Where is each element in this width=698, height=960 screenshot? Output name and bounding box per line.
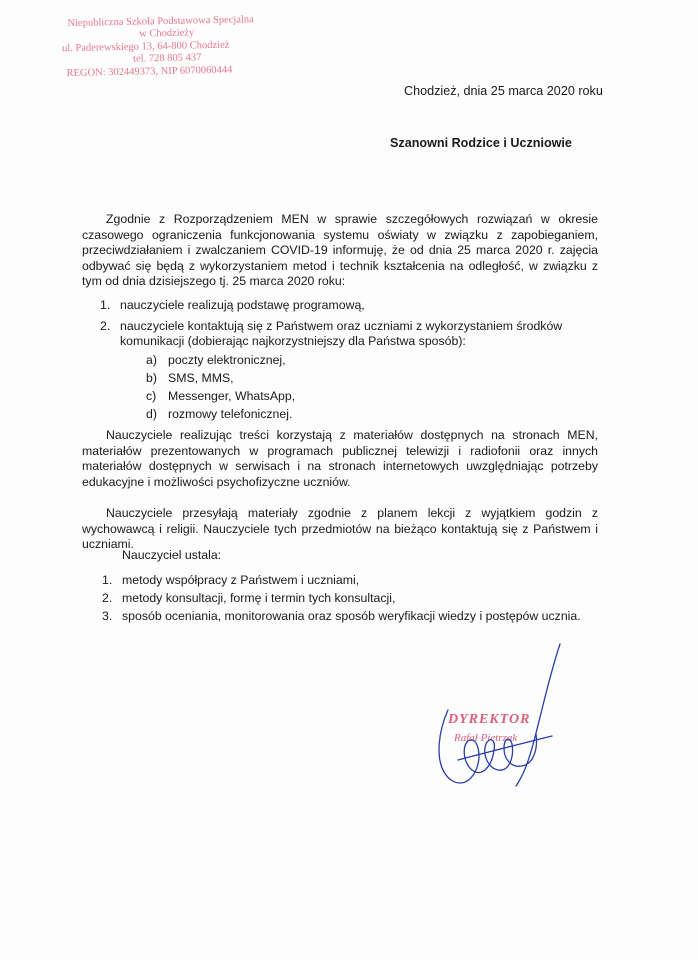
director-title: DYREKTOR <box>448 712 531 727</box>
list-item <box>146 406 600 424</box>
paragraph-materials: Nauczyciele realizując treści korzystają z materiałów dostępnych na stronach MEN, materiałów prezentowanych w programach publicznej telewizji i radiofonii oraz innych materiałów dostępnych w serwisach i na stronach internetowych uwzględniając potrzeby edukacyjne i możliwości psychofizyczne uczniów. <box>82 428 598 489</box>
letter-date: Chodzież, dnia 25 marca 2020 roku <box>404 84 603 98</box>
list-letter: b) <box>146 370 157 385</box>
paragraph-lesson-plan: Nauczyciele przesyłają materiały zgodnie z planem lekcji z wyjątkiem godzin z wychowawcą i religii. Nauczyciele tych przedmiotów na bieżąco kontaktują się z Państwem i uczniami. <box>82 506 598 552</box>
list-item <box>102 608 602 626</box>
list-text: metody współpracy z Państwem i uczniami, <box>122 573 360 588</box>
list-text: Messenger, WhatsApp, <box>168 388 296 403</box>
teacher-duties-list <box>100 298 600 429</box>
director-name: Rafał Pietrzak <box>454 732 518 744</box>
list-item <box>102 590 602 608</box>
list-number: 2. <box>102 591 113 606</box>
list-item <box>100 319 600 424</box>
list-number: 1. <box>102 573 113 588</box>
list-item <box>100 298 600 314</box>
list-text: sposób oceniania, monitorowania oraz sposób weryfikacji wiedzy i postępów ucznia. <box>122 609 581 624</box>
list-item <box>146 388 600 406</box>
communication-methods-list <box>146 352 600 424</box>
list-item <box>102 572 602 590</box>
list-letter: c) <box>146 388 157 403</box>
list-text: rozmowy telefonicznej. <box>168 406 293 421</box>
stamp-line: REGON: 302449373, NIP 6070060444 <box>66 64 233 79</box>
school-stamp <box>61 14 272 80</box>
list-letter: a) <box>146 352 157 367</box>
paragraph-intro: Zgodnie z Rozporządzeniem MEN w sprawie szczegółowych rozwiązań w okresie czasowego ograniczenia funkcjonowania systemu oświaty w związku z zapobieganiem, przeciwdziałaniem i zwalczaniem COVID-19 informuję, że od dnia 25 marca 2020 r. zajęcia odbywać się będą z wykorzystaniem metod i technik kształcenia na odległość, w związku z tym od dnia dzisiejszego tj. 25 marca 2020 roku: <box>82 212 598 289</box>
stamp-line: w Chodzieży <box>139 27 195 40</box>
list-text: poczty elektronicznej, <box>168 352 286 367</box>
list-number: 2. <box>100 318 111 333</box>
paragraph-teacher-sets: Nauczyciel ustala: <box>122 548 222 562</box>
list-letter: d) <box>146 406 157 421</box>
stamp-line: tel. 728 805 437 <box>133 52 202 65</box>
handwritten-signature <box>428 640 568 800</box>
salutation: Szanowni Rodzice i Uczniowie <box>390 136 572 150</box>
list-text: nauczyciele realizują podstawę programową, <box>120 298 365 312</box>
list-text: SMS, MMS, <box>168 370 234 385</box>
list-item <box>146 370 600 388</box>
stamp-line: Niepubliczna Szkoła Podstawowa Specjalna <box>67 14 254 30</box>
list-text: nauczyciele kontaktują się z Państwem oraz uczniami z wykorzystaniem środków komunikacji (dobierając najkorzystniejszy dla Państwa sposób): <box>120 318 563 349</box>
list-number: 1. <box>100 298 111 312</box>
stamp-line: ul. Paderewskiego 13, 64-800 Chodzież <box>61 39 230 55</box>
teacher-sets-list <box>102 572 602 626</box>
list-number: 3. <box>102 609 113 624</box>
list-text: metody konsultacji, formę i termin tych konsultacji, <box>122 591 396 606</box>
list-item <box>146 352 600 370</box>
